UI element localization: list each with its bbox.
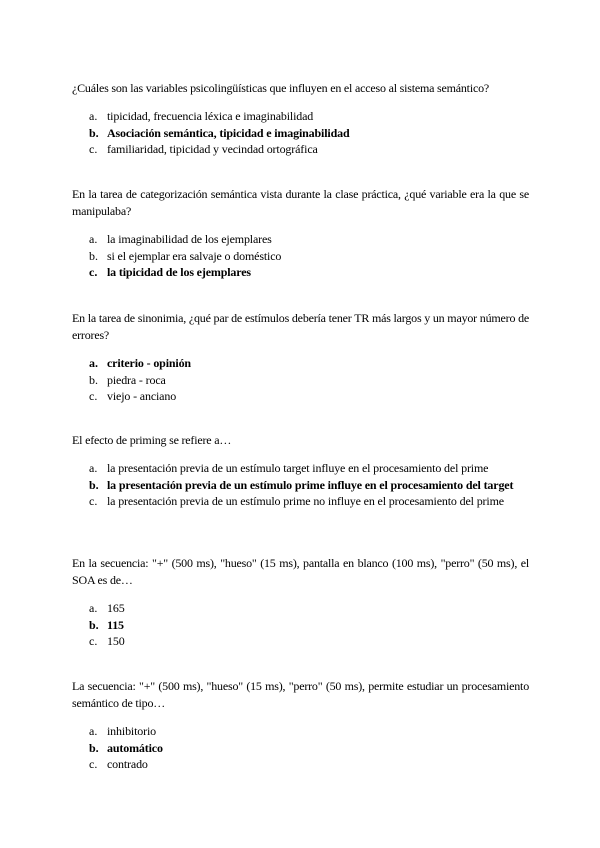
option-c: [72, 388, 529, 405]
option-b-correct: [72, 477, 529, 494]
option-a: [72, 108, 529, 125]
option-text: viejo - anciano: [107, 389, 177, 403]
option-letter: a.: [89, 109, 98, 123]
option-text: piedra - roca: [107, 372, 166, 387]
option-b-correct: [72, 740, 529, 757]
option-letter: c.: [89, 389, 98, 403]
option-text: la imaginabilidad de los ejemplares: [107, 232, 272, 246]
option-letter: c.: [89, 142, 98, 156]
option-text: tipicidad, frecuencia léxica e imaginabilidad: [107, 109, 314, 123]
option-letter: c.: [89, 634, 98, 648]
option-a: [72, 460, 529, 477]
question-2: [72, 186, 529, 281]
option-letter: b.: [89, 125, 99, 140]
option-text: la presentación previa de un estímulo prime influye en el procesamiento del target: [107, 477, 514, 492]
option-text: criterio - opinión: [107, 356, 191, 370]
option-letter: b.: [89, 372, 98, 387]
question-text: En la tarea de sinonimia, ¿qué par de estímulos debería tener TR más largos y un mayor número de errores?: [72, 311, 529, 342]
question-text: El efecto de priming se refiere a…: [72, 433, 232, 447]
question-3: [72, 310, 529, 405]
option-a-correct: [72, 355, 529, 372]
option-text: contrado: [107, 757, 148, 771]
question-text: ¿Cuáles son las variables psicolingüísticas que influyen en el acceso al sistema semántico?: [72, 81, 489, 95]
option-text: familiaridad, tipicidad y vecindad ortográfica: [107, 142, 318, 156]
option-letter: b.: [89, 617, 99, 632]
option-letter: c.: [89, 757, 98, 771]
question-4: [72, 432, 529, 510]
option-letter: b.: [89, 740, 99, 755]
option-b: [72, 372, 529, 389]
option-text: inhibitorio: [107, 724, 157, 738]
question-5: [72, 555, 529, 650]
option-c-correct: [72, 264, 529, 281]
option-text: 165: [107, 601, 125, 615]
option-letter: a.: [89, 461, 98, 475]
option-letter: b.: [89, 477, 99, 492]
option-letter: a.: [89, 601, 98, 615]
answer-options: [72, 460, 529, 510]
option-letter: a.: [89, 724, 98, 738]
option-letter: a.: [89, 356, 98, 370]
question-6: [72, 678, 529, 773]
answer-options: [72, 600, 529, 650]
option-text: 115: [107, 617, 124, 632]
option-c: [72, 633, 529, 650]
option-text: 150: [107, 634, 125, 648]
question-1: [72, 80, 529, 158]
option-text: la presentación previa de un estímulo target influye en el procesamiento del prime: [107, 461, 489, 475]
option-c: [72, 493, 529, 510]
answer-options: [72, 108, 529, 158]
option-a: [72, 231, 529, 248]
option-text: Asociación semántica, tipicidad e imaginabilidad: [107, 125, 350, 140]
option-b-correct: [72, 125, 529, 142]
option-letter: b.: [89, 248, 98, 263]
question-text: En la secuencia: "+" (500 ms), "hueso" (15 ms), pantalla en blanco (100 ms), "perro" (50 ms), el SOA es de…: [72, 556, 529, 587]
option-text: si el ejemplar era salvaje o doméstico: [107, 248, 282, 263]
option-letter: c.: [89, 494, 98, 508]
option-text: la presentación previa de un estímulo prime no influye en el procesamiento del prime: [107, 494, 504, 508]
answer-options: [72, 231, 529, 281]
option-c: [72, 756, 529, 773]
answer-options: [72, 723, 529, 773]
option-text: automático: [107, 740, 163, 755]
question-text: En la tarea de categorización semántica vista durante la clase práctica, ¿qué variable era la que se manipulaba?: [72, 187, 529, 218]
option-text: la tipicidad de los ejemplares: [107, 265, 251, 279]
option-letter: a.: [89, 232, 98, 246]
option-a: [72, 723, 529, 740]
option-a: [72, 600, 529, 617]
option-b-correct: [72, 617, 529, 634]
option-letter: c.: [89, 265, 98, 279]
answer-options: [72, 355, 529, 405]
option-c: [72, 141, 529, 158]
question-text: La secuencia: "+" (500 ms), "hueso" (15 ms), "perro" (50 ms), permite estudiar un procesamiento semántico de tipo…: [72, 679, 529, 710]
option-b: [72, 248, 529, 265]
